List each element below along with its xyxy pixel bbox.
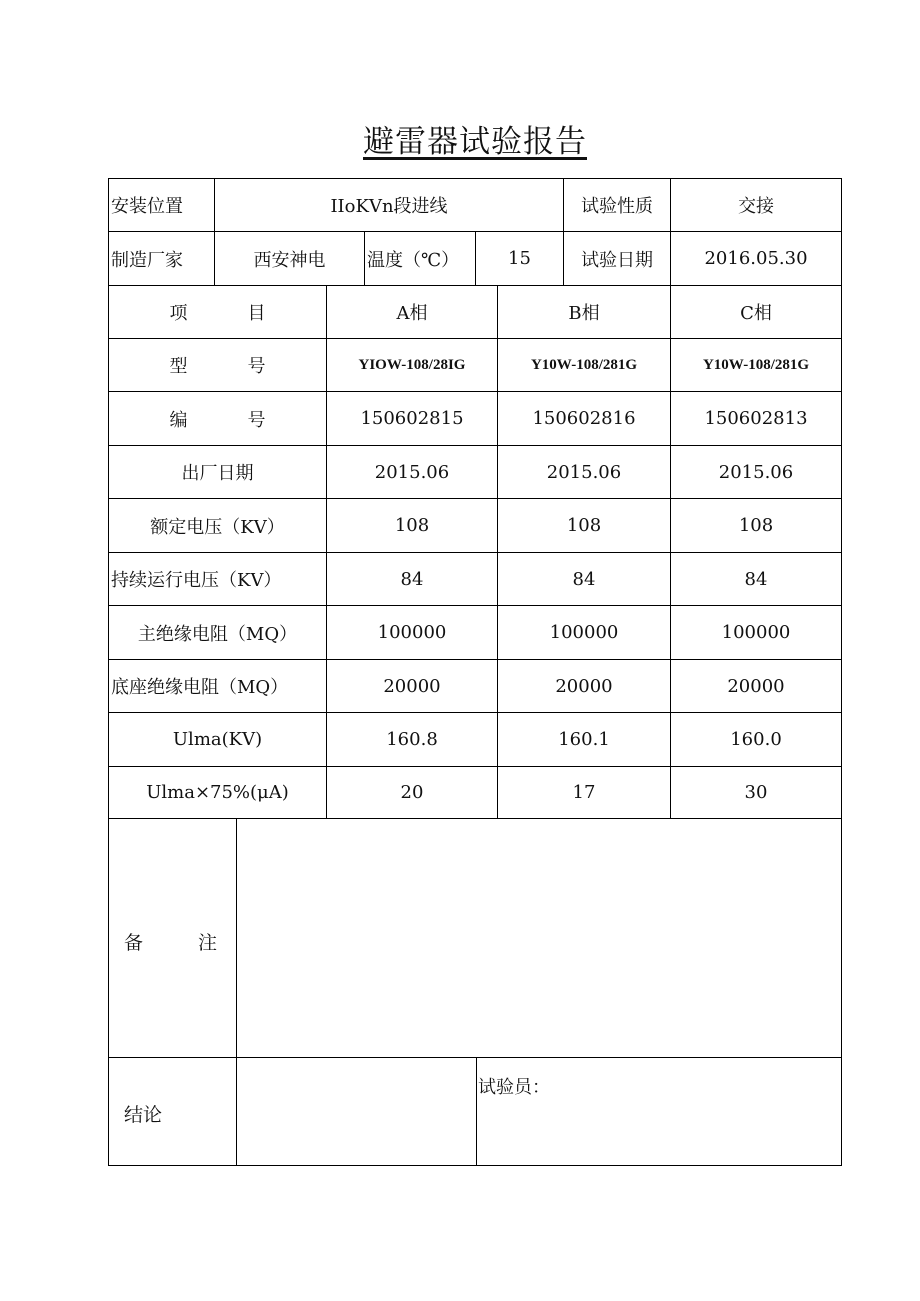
ulma75-a: 20 — [326, 766, 498, 819]
model-b: Y10W-108/281G — [497, 338, 671, 392]
rated-voltage-b: 108 — [497, 498, 671, 553]
rated-voltage-label: 额定电压（KV） — [108, 498, 327, 553]
serial-label — [108, 391, 327, 446]
base-insulation-label: 底座绝缘电阻（MQ） — [108, 659, 327, 713]
model-a: YIOW-108/28IG — [326, 338, 498, 392]
conclusion-label: 结论 — [124, 1104, 163, 1126]
phase-c-header: C相 — [670, 285, 842, 339]
maker-value: 西安神电 — [214, 231, 365, 286]
base-insulation-a: 20000 — [326, 659, 498, 713]
remarks-label-a: 备 — [124, 932, 144, 954]
ulma75-c: 30 — [670, 766, 842, 819]
phase-b-header: B相 — [497, 285, 671, 339]
item-header-b: 目 — [247, 303, 266, 324]
model-label-a: 型 — [169, 356, 188, 377]
serial-c: 150602813 — [670, 391, 842, 446]
ulma-c: 160.0 — [670, 712, 842, 767]
main-insulation-label: 主绝缘电阻（MQ） — [108, 605, 327, 660]
remarks-label-b: 注 — [198, 932, 218, 954]
serial-label-a: 编 — [169, 409, 188, 431]
ulma-b: 160.1 — [497, 712, 671, 767]
ulma75-b: 17 — [497, 766, 671, 819]
maker-label: 制造厂家 — [108, 231, 215, 286]
location-label: 安装位置 — [108, 178, 215, 232]
cont-voltage-c: 84 — [670, 552, 842, 606]
main-insulation-a: 100000 — [326, 605, 498, 660]
nature-value: 交接 — [670, 178, 842, 232]
model-label — [108, 338, 327, 392]
temp-value: 15 — [475, 231, 564, 286]
nature-label: 试验性质 — [563, 178, 671, 232]
base-insulation-b: 20000 — [497, 659, 671, 713]
mfg-date-label: 出厂日期 — [108, 445, 327, 499]
tester-label: 试验员： — [478, 1077, 550, 1098]
item-header-a: 项 — [169, 303, 188, 324]
model-c: Y10W-108/281G — [670, 338, 842, 392]
cont-voltage-label: 持续运行电压（KV） — [108, 552, 327, 606]
cont-voltage-a: 84 — [326, 552, 498, 606]
page-title: 避雷器试验报告 — [363, 124, 587, 160]
main-insulation-b: 100000 — [497, 605, 671, 660]
mfg-date-a: 2015.06 — [326, 445, 498, 499]
item-header — [108, 285, 327, 339]
ulma-a: 160.8 — [326, 712, 498, 767]
mfg-date-b: 2015.06 — [497, 445, 671, 499]
cont-voltage-b: 84 — [497, 552, 671, 606]
rated-voltage-c: 108 — [670, 498, 842, 553]
base-insulation-c: 20000 — [670, 659, 842, 713]
phase-a-header: A相 — [326, 285, 498, 339]
remarks-label — [124, 928, 217, 955]
main-insulation-c: 100000 — [670, 605, 842, 660]
serial-label-b: 号 — [247, 409, 266, 431]
ulma75-label: Ulma×75%(μA) — [108, 766, 327, 819]
mfg-date-c: 2015.06 — [670, 445, 842, 499]
location-value: IIoKVn段进线 — [214, 178, 564, 232]
ulma-label: Ulma(KV) — [108, 712, 327, 767]
serial-b: 150602816 — [497, 391, 671, 446]
rated-voltage-a: 108 — [326, 498, 498, 553]
date-value: 2016.05.30 — [670, 231, 842, 286]
model-label-b: 号 — [247, 356, 266, 377]
remarks-content — [236, 818, 842, 1058]
conclusion-content — [236, 1057, 477, 1166]
temp-label: 温度（℃） — [364, 231, 476, 286]
serial-a: 150602815 — [326, 391, 498, 446]
date-label: 试验日期 — [563, 231, 671, 286]
